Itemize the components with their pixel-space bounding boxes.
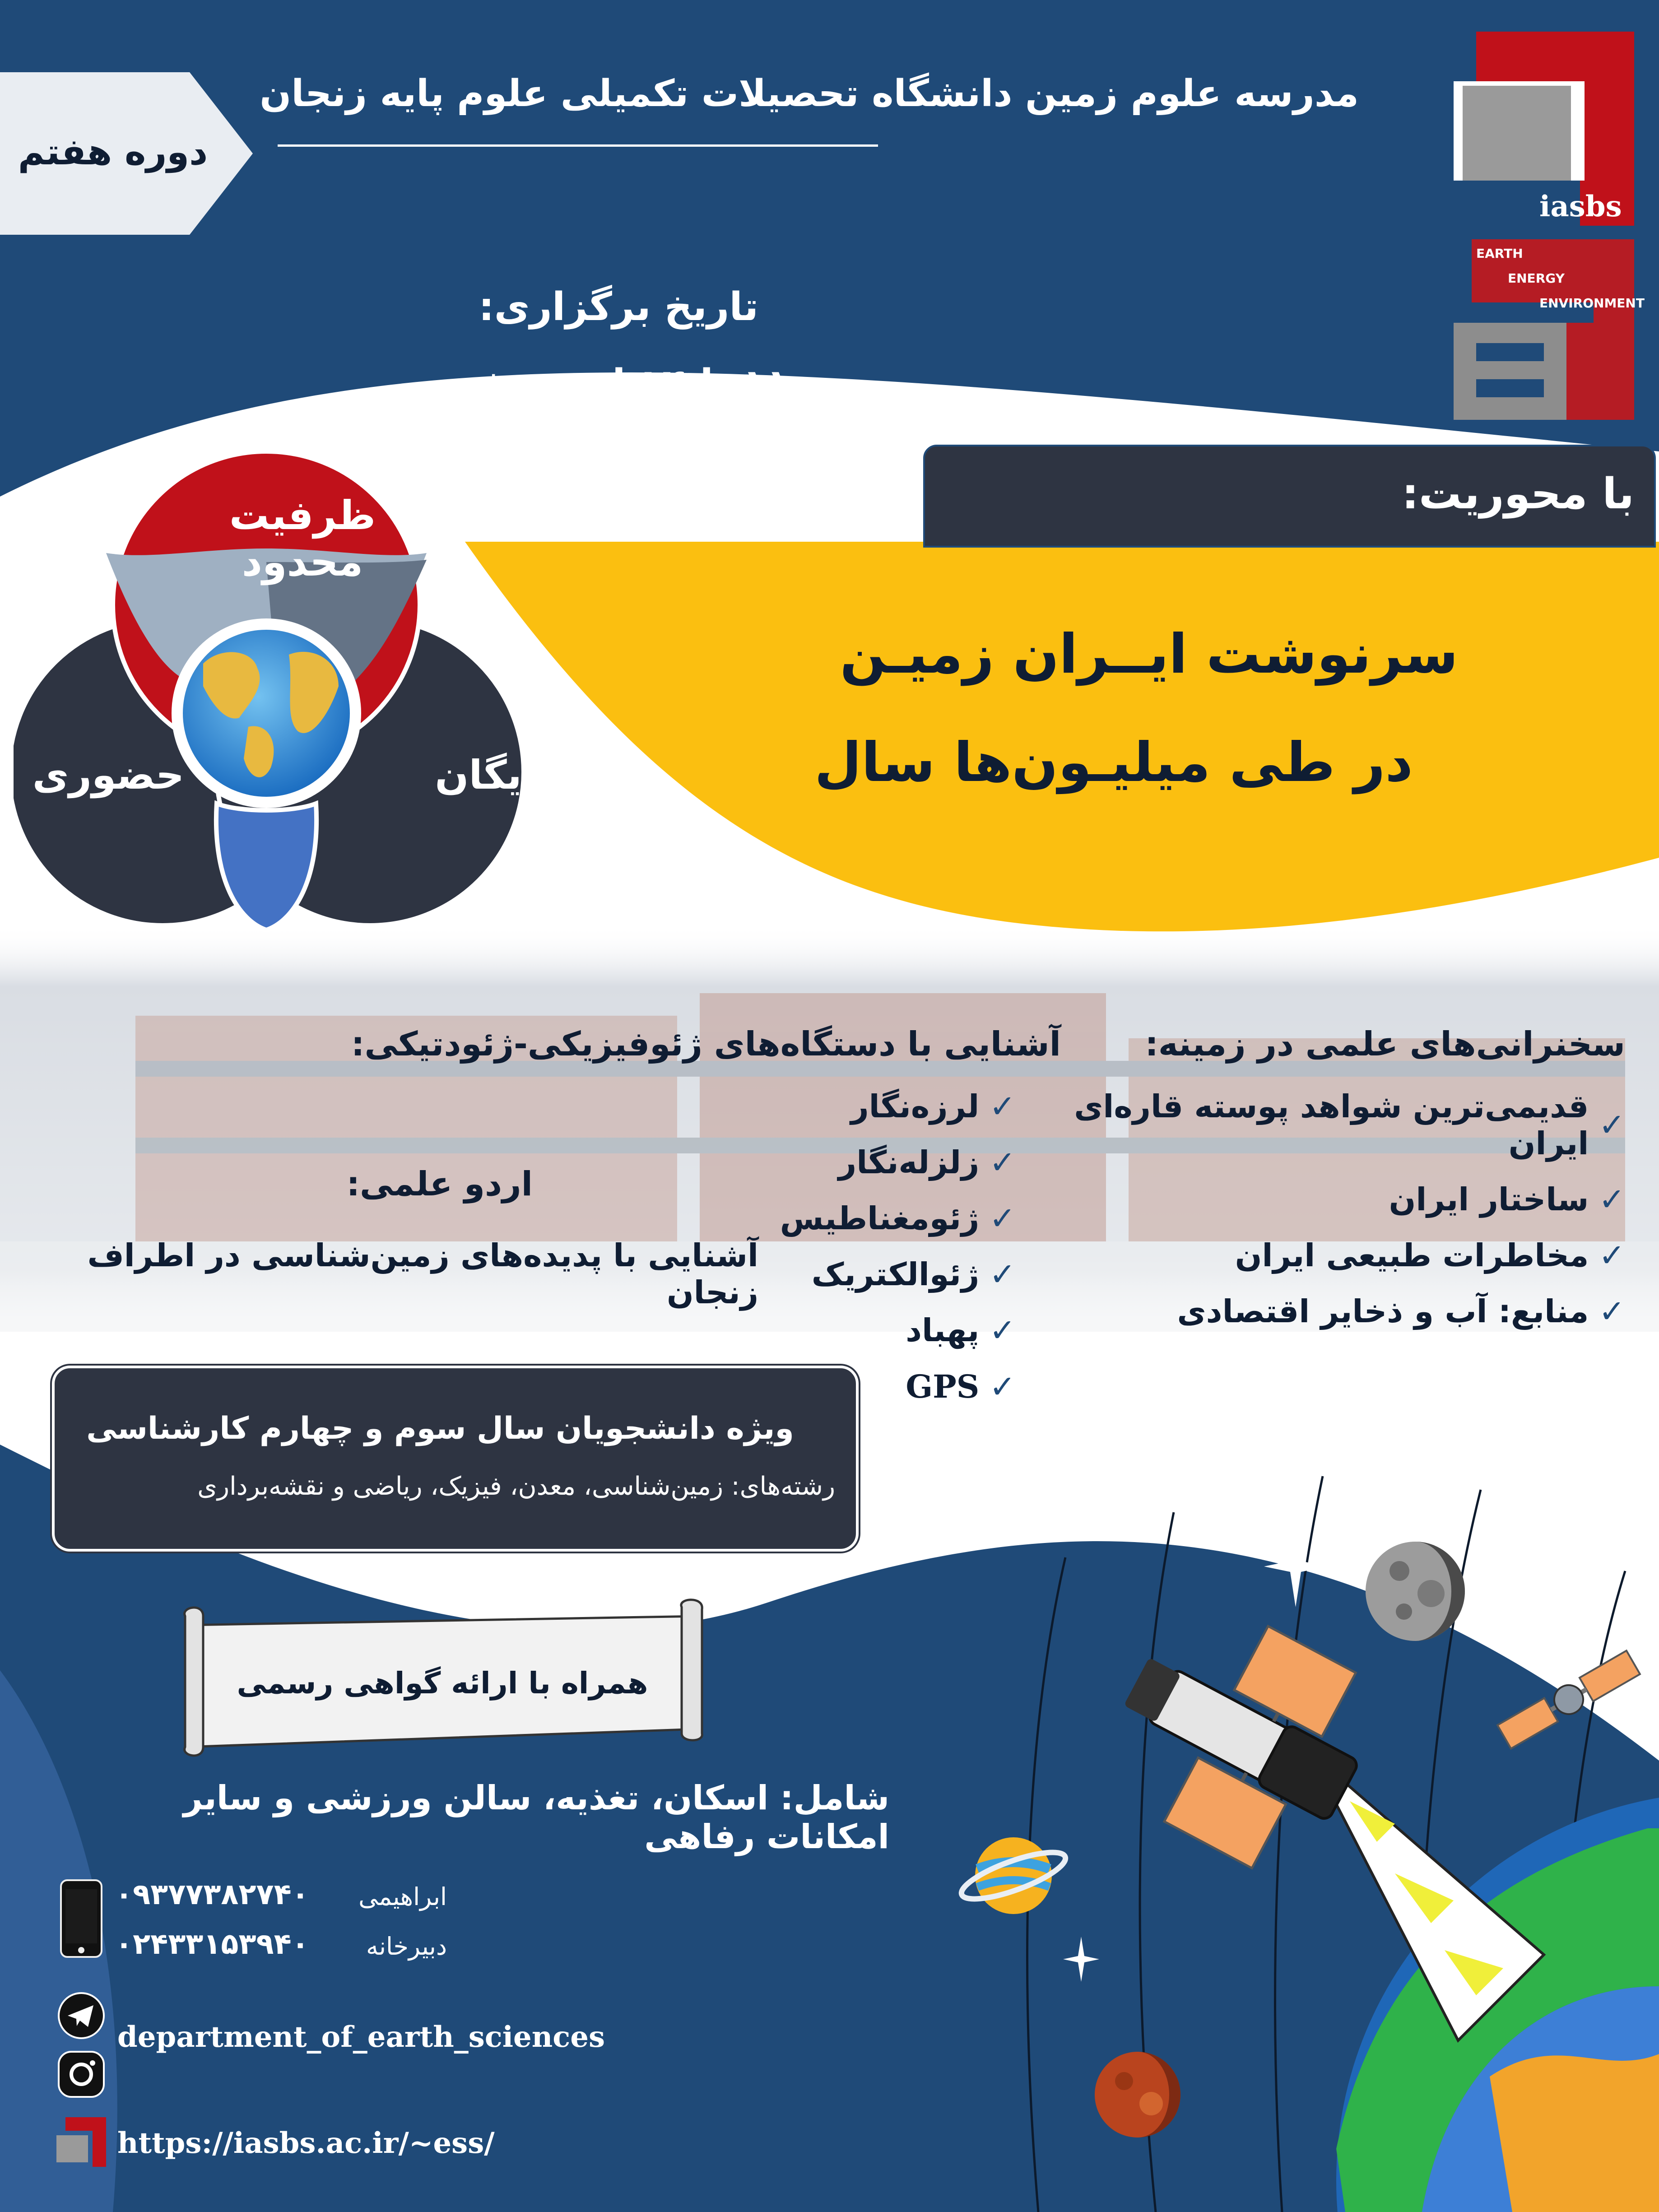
list-item (1038, 1088, 1625, 1162)
check-icon: ✓ (989, 1368, 1016, 1405)
instrument-item: ژئومغناطیس (780, 1200, 980, 1237)
certificate-text: همراه با ارائه گواهی رسمی (237, 1666, 648, 1701)
list-item (1038, 1181, 1625, 1218)
list-item (745, 1256, 1016, 1293)
check-icon: ✓ (989, 1200, 1016, 1237)
telescope-icon (1097, 1621, 1390, 1887)
eee-logo (1454, 239, 1634, 420)
website-link[interactable]: https://iasbs.ac.ir/~ess/ (117, 2126, 495, 2160)
phone-icon (59, 1878, 104, 1959)
satellite-icon (1490, 1634, 1648, 1765)
check-icon: ✓ (989, 1312, 1016, 1349)
eee-logo-line3: ENVIRONMENT (1539, 296, 1645, 311)
list-item (1038, 1293, 1625, 1330)
social-handle[interactable]: department_of_earth_sciences (117, 2020, 605, 2054)
telegram-icon[interactable] (56, 1991, 106, 2040)
instrument-item: GPS (906, 1368, 980, 1405)
theme-label: با محوریت: (1402, 469, 1634, 519)
lecture-item: ساختار ایران (1389, 1181, 1589, 1218)
check-icon: ✓ (1599, 1237, 1625, 1274)
check-icon: ✓ (989, 1256, 1016, 1293)
lectures-list (1038, 1088, 1625, 1349)
contact-phone-1: ۰۹۳۷۷۳۸۲۷۴۰ (115, 1878, 309, 1911)
check-icon: ✓ (989, 1088, 1016, 1125)
lectures-heading: سخنرانی‌های علمی در زمینه: (1145, 1025, 1625, 1064)
instrument-item: پهباد (906, 1312, 980, 1349)
school-name: مدرسه علوم زمین دانشگاه تحصیلات تکمیلی علوم پایه زنجان (260, 72, 1359, 115)
instagram-icon[interactable] (56, 2049, 106, 2099)
audience-box (52, 1366, 859, 1552)
check-icon: ✓ (1599, 1181, 1625, 1218)
instrument-item: زلزله‌نگار (838, 1144, 980, 1181)
audience-line2: رشته‌های: زمین‌شناسی، معدن، فیزیک، ریاضی و نقشه‌برداری (197, 1472, 835, 1501)
theme-line1: سرنوشت ایــران زمیـن (840, 623, 1458, 686)
instruments-heading: آشنایی با دستگاه‌های ژئوفیزیکی-ژئودتیکی: (351, 1025, 1061, 1064)
check-icon: ✓ (1599, 1293, 1625, 1330)
list-item (1038, 1237, 1625, 1274)
camp-heading: اردو علمی: (346, 1165, 533, 1204)
planet-icon (957, 1824, 1070, 1928)
includes-text: شامل: اسکان، تغذیه، سالن ورزشی و سایر امکانات رفاهی (183, 1779, 889, 1856)
instrument-item: ژئوالکتریک (811, 1256, 980, 1293)
globe-icon (183, 630, 350, 797)
contact-name-2: دبیرخانه (366, 1932, 447, 1961)
venn-top-label: ظرفیت محدود (229, 492, 376, 585)
eee-logo-line2: ENERGY (1508, 271, 1565, 286)
instrument-item: لرزه‌نگار (850, 1088, 980, 1125)
contact-phone-2: ۰۲۴۳۳۱۵۳۹۴۰ (115, 1928, 309, 1961)
list-item (745, 1312, 1016, 1349)
header-divider (278, 144, 878, 147)
check-icon: ✓ (1599, 1106, 1625, 1143)
venn-left-label: حضوری (32, 752, 185, 798)
lecture-item: مخاطرات طبیعی ایران (1235, 1237, 1589, 1274)
mars-icon (1092, 2049, 1183, 2140)
lecture-item: منابع: آب و ذخایر اقتصادی (1177, 1293, 1589, 1330)
list-item (745, 1088, 1016, 1125)
camp-text: آشنایی با پدیده‌های زمین‌شناسی در اطراف زنجان (87, 1237, 758, 1311)
theme-line2: در طی میلیـون‌ها سال (814, 731, 1413, 794)
lecture-item: قدیمی‌ترین شواهد پوسته قاره‌ای ایران (1074, 1088, 1589, 1162)
date-value: ۱۱ تا ۱۴ اردیبهشت ۱۴۰۲ (433, 361, 790, 451)
audience-line1: ویژه دانشجویان سال سوم و چهارم کارشناسی (86, 1411, 794, 1446)
date-label: تاریخ برگزاری: (479, 284, 758, 330)
iasbs-small-logo (56, 2117, 106, 2167)
eee-logo-line1: EARTH (1476, 246, 1523, 261)
check-icon: ✓ (989, 1144, 1016, 1181)
iasbs-logo-text: iasbs (1539, 190, 1622, 223)
list-item (745, 1200, 1016, 1237)
edition-badge: دوره هفتم (18, 131, 208, 173)
list-item (745, 1144, 1016, 1181)
contact-name-1: ابراهیمی (358, 1882, 447, 1911)
sparkle-icon (1264, 1526, 1327, 1607)
venn-right-label: رایگان (435, 752, 558, 798)
sparkle-icon (1063, 1937, 1099, 1982)
